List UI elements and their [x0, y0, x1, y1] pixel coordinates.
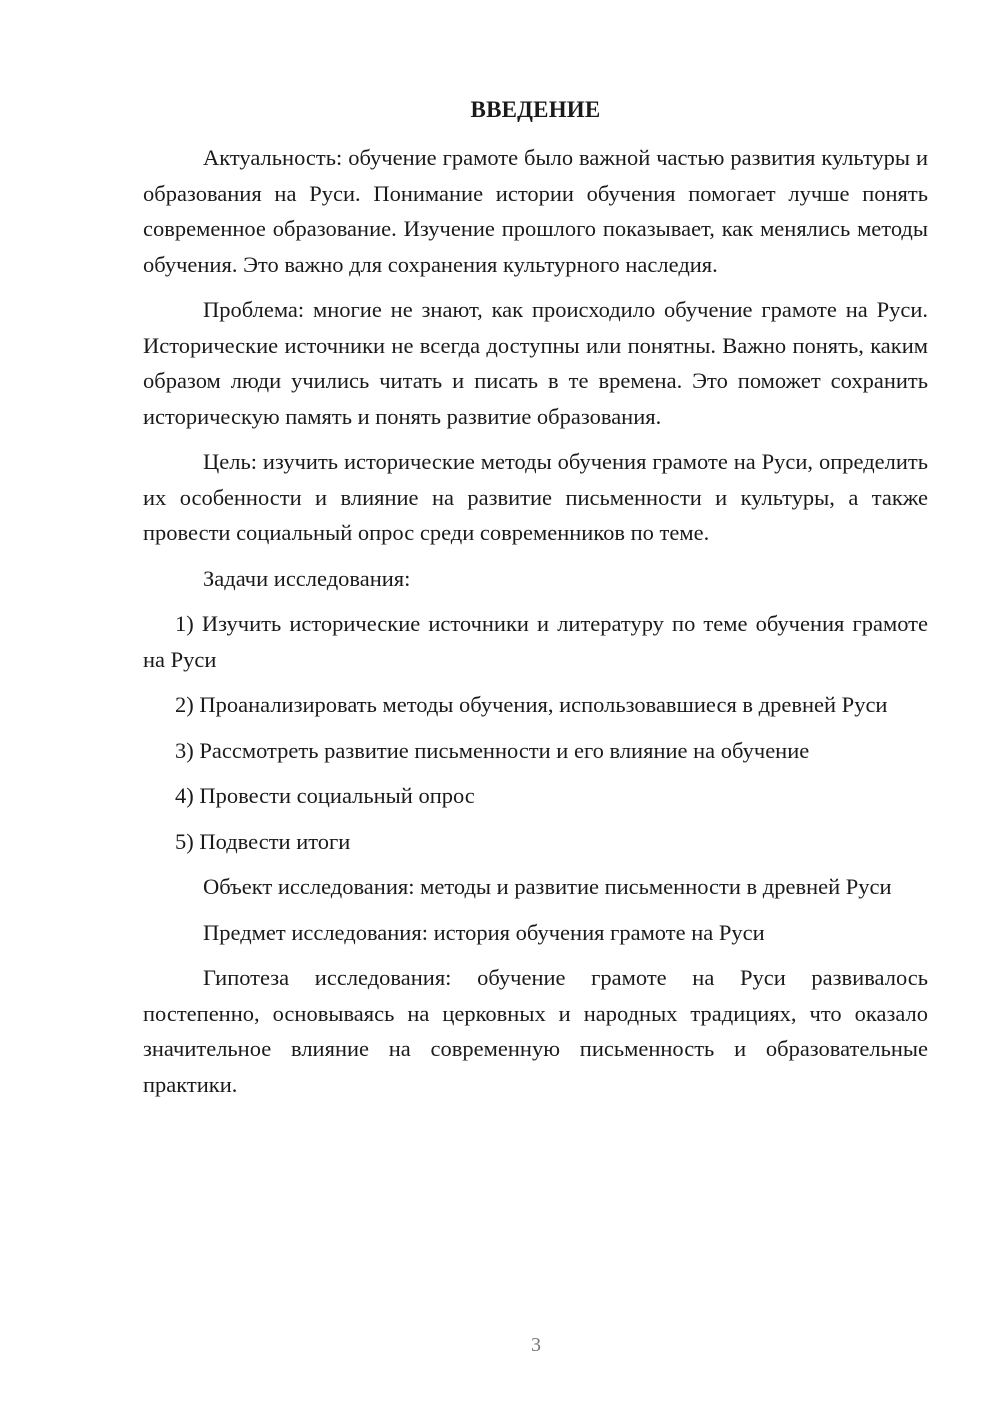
task-item-1: 1) Изучить исторические источники и литературу по теме обучения грамоте на Руси: [143, 611, 928, 672]
paragraph-problem: Проблема: многие не знают, как происходило обучение грамоте на Руси. Исторические источники не всегда доступны или понятны. Важно понять, каким образом люди учились читать и писать в те времена. Это поможет сохранить историческую память и понять развитие образования.: [143, 297, 928, 429]
paragraph-goal: Цель: изучить исторические методы обучения грамоте на Руси, определить их особенности и влияние на развитие письменности и культуры, а также провести социальный опрос среди современников по теме.: [143, 449, 928, 545]
paragraph-relevance: Актуальность: обучение грамоте было важной частью развития культуры и образования на Руси. Понимание истории обучения помогает лучше понять современное образование. Изучение прошлого показывает, как менялись методы обучения. Это важно для сохранения культурного наследия.: [143, 145, 928, 277]
paragraph-hypothesis: Гипотеза исследования: обучение грамоте на Руси развивалось постепенно, основываясь на церковных и народных традициях, что оказало значительное влияние на современную письменность и образовательные практики.: [143, 965, 928, 1097]
task-item-3: 3) Рассмотреть развитие письменности и его влияние на обучение: [175, 737, 810, 763]
paragraph-subject: Предмет исследования: история обучения грамоте на Руси: [203, 919, 765, 945]
page-content: [143, 94, 928, 1112]
task-item-2: 2) Проанализировать методы обучения, использовавшиеся в древней Руси: [175, 692, 888, 717]
task-item-5: 5) Подвести итоги: [175, 828, 351, 854]
section-title: ВВЕДЕНИЕ: [470, 97, 601, 122]
tasks-heading: Задачи исследования:: [203, 565, 411, 591]
paragraph-object: Объект исследования: методы и развитие письменности в древней Руси: [203, 874, 892, 899]
task-item-4: 4) Провести социальный опрос: [175, 783, 475, 808]
page-number: 3: [531, 1334, 541, 1356]
